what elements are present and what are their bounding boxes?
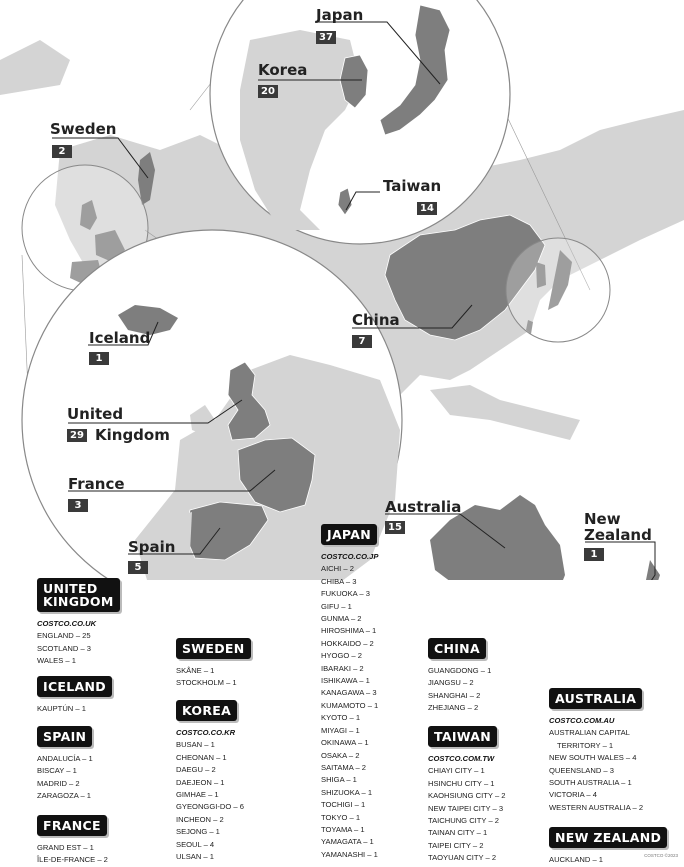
label-korea: Korea [258,61,308,79]
list-item: TAINAN CITY – 1 [428,828,488,838]
count-badge-china: 7 [352,335,372,348]
header-korea: KOREA [176,700,237,721]
list-item: IBARAKI – 2 [321,663,364,673]
list-item: SAITAMA – 2 [321,762,367,772]
count-badge-uk: 29 [67,429,87,442]
list-item: GRAND EST – 1 [37,843,94,852]
section-france [37,815,108,867]
header-iceland: ICELAND [37,676,112,697]
list-item: TOYAMA – 1 [321,824,365,834]
header-japan: JAPAN [321,524,377,545]
list-item: VICTORIA – 4 [549,790,597,800]
list-item: HYOGO – 2 [321,651,362,661]
list-item: FUKUOKA – 3 [321,589,370,599]
site-url: COSTCO.CO.KR [176,728,236,737]
portugal-zoom [178,512,192,552]
header-france: FRANCE [37,815,107,836]
list-item: INCHEON – 2 [176,814,224,824]
label-france: France [68,475,125,493]
list-item: SHIZUOKA – 1 [321,787,373,797]
list-item: ENGLAND – 25 [37,631,91,641]
list-item: SKÅNE – 1 [176,666,215,675]
list-item: GIFU – 1 [321,601,352,611]
header-australia: AUSTRALIA [549,688,642,709]
list-item: KAUPTÚN – 1 [37,704,86,713]
list-item: GUNMA – 2 [321,614,362,624]
southeast-asia-islands [430,385,580,440]
label-sweden: Sweden [50,120,117,138]
header-sweden: SWEDEN [176,638,251,659]
label-new-zealand-line1: New [584,510,621,528]
new-zealand-shape [610,560,660,580]
list-item: NEW SOUTH WALES – 4 [549,753,637,763]
list-item: TOCHIGI – 1 [321,800,366,810]
list-item: MIYAGI – 1 [321,725,360,735]
list-item: GIMHAE – 1 [176,790,219,800]
list-item: HOKKAIDO – 2 [321,638,374,648]
eurasia-landmass [0,40,70,95]
count-badge-japan: 37 [316,31,336,44]
list-item: YAMAGATA – 1 [321,837,374,847]
list-item: SEJONG – 1 [176,827,220,837]
list-item: CHIAYI CITY – 1 [428,766,485,776]
list-item: AUSTRALIAN CAPITAL [549,728,630,738]
list-item: TERRITORY – 1 [557,740,614,750]
list-item: KUMAMOTO – 1 [321,700,379,710]
list-item: KAOHSIUNG CITY – 2 [428,791,506,801]
site-url: COSTCO.CO.JP [321,552,379,561]
section-sweden [176,638,251,690]
list-item: ZHEJIANG – 2 [428,703,479,713]
label-china: China [352,311,400,329]
label-australia: Australia [385,498,462,516]
label-japan: Japan [316,6,364,24]
list-item: JIANGSU – 2 [428,678,474,688]
count-badge-australia: 15 [385,521,405,534]
list-item: STOCKHOLM – 1 [176,678,237,688]
list-item: TAICHUNG CITY – 2 [428,816,500,826]
list-item: TAOYUAN CITY – 2 [428,853,497,863]
count-badge-taiwan: 14 [417,202,437,215]
list-item: OKINAWA – 1 [321,738,369,748]
label-uk-line2: Kingdom [95,426,170,444]
section-taiwan [428,726,506,865]
list-item: OSAKA – 2 [321,750,360,760]
list-item: YAMANASHI – 1 [321,849,378,859]
list-item: TAIPEI CITY – 2 [428,840,484,850]
list-item: ANDALUCÍA – 1 [37,754,93,763]
section-iceland [37,676,112,715]
site-url: COSTCO.COM.TW [428,754,495,763]
list-item: AUCKLAND – 1 [549,855,604,864]
header-china: CHINA [428,638,486,659]
site-url: COSTCO.CO.UK [37,619,97,628]
header-spain: SPAIN [37,726,92,747]
count-badge-new-zealand: 1 [584,548,604,561]
count-badge-sweden: 2 [52,145,72,158]
header-new-zealand: NEW ZEALAND [549,827,667,848]
list-item: SHANGHAI – 2 [428,690,481,700]
section-united-kingdom [37,578,120,668]
list-item: KYOTO – 1 [321,713,361,723]
list-item: SHIGA – 1 [321,775,357,785]
list-item: BISCAY – 1 [37,766,77,776]
list-item: QUEENSLAND – 3 [549,765,614,775]
list-item: CHIBA – 3 [321,576,357,586]
header-taiwan: TAIWAN [428,726,497,747]
list-item: DAEGU – 2 [176,765,216,775]
list-item: GUANGDONG – 1 [428,666,492,675]
count-badge-iceland: 1 [89,352,109,365]
label-taiwan: Taiwan [383,177,442,195]
header-united-kingdom: UNITED KINGDOM [37,578,120,612]
section-spain [37,726,93,803]
list-item: SEOUL – 4 [176,839,215,849]
list-item: HIROSHIMA – 1 [321,626,377,636]
list-item: WESTERN AUSTRALIA – 2 [549,802,644,812]
label-iceland: Iceland [89,329,151,347]
list-item: SOUTH AUSTRALIA – 1 [549,778,632,788]
list-item: ISHIKAWA – 1 [321,676,370,686]
list-item: SCOTLAND – 3 [37,643,92,653]
list-item: DAEJEON – 1 [176,777,225,787]
list-item: TOKYO – 1 [321,812,361,822]
credit-text: COSTCO ©2023 [644,853,678,858]
count-badge-korea: 20 [258,85,278,98]
list-item: ULSAN – 1 [176,852,214,862]
list-item: BUSAN – 1 [176,740,215,750]
list-item: WALES – 1 [37,656,76,666]
list-item: HSINCHU CITY – 1 [428,778,495,788]
section-japan [321,524,378,861]
count-badge-france: 3 [68,499,88,512]
section-korea [176,700,244,863]
list-item: ZARAGOZA – 1 [37,791,92,801]
list-item: KANAGAWA – 3 [321,688,377,698]
list-item: ÎLE-DE-FRANCE – 2 [37,855,108,865]
count-badge-spain: 5 [128,561,148,574]
list-item: AICHI – 2 [321,564,354,574]
list-item: CHEONAN – 1 [176,752,227,762]
section-australia [549,688,643,814]
label-new-zealand-line2: Zealand [584,526,652,544]
list-item: GYEONGGI-DO – 6 [176,802,244,812]
section-china [428,638,491,715]
list-item: NEW TAIPEI CITY – 3 [428,803,504,813]
asia-small-inset [506,238,610,342]
site-url: COSTCO.COM.AU [549,716,615,725]
section-new-zealand [549,827,667,866]
list-item: MADRID – 2 [37,778,80,788]
label-spain: Spain [128,538,176,556]
label-uk-line1: United [67,405,124,423]
